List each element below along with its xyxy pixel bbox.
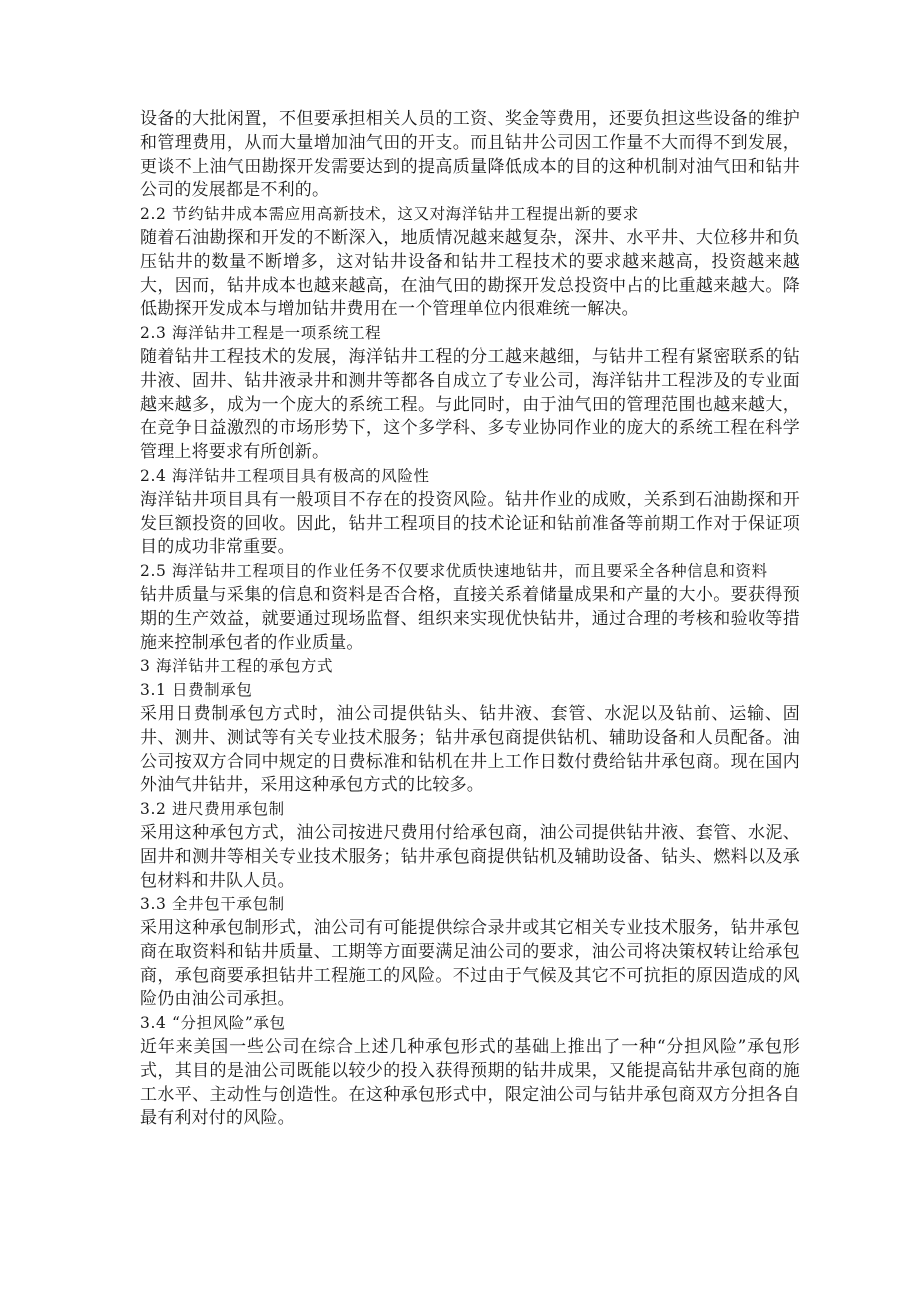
body-paragraph: 近年来美国一些公司在综合上述几种承包形式的基础上推出了一种“分担风险”承包形式，其目的是油公司既能以较少的投入获得预期的钻井成果，又能提高钻井承包商的施工水平、主动性与创造性。在这种承包形式中，限定油公司与钻井承包商双方分担各自最有利对付的风险。 xyxy=(140,1037,800,1129)
body-paragraph: 设备的大批闲置，不但要承担相关人员的工资、奖金等费用，还要负担这些设备的维护和管理费用，从而大量增加油气田的开支。而且钻井公司因工作量不大而得不到发展，更谈不上油气田勘探开发需要达到的提高质量降低成本的目的这种机制对油气田和钻井公司的发展都是不利的。 xyxy=(140,109,800,201)
body-paragraph: 采用日费制承包方式时，油公司提供钻头、钻井液、套管、水泥以及钻前、运输、固井、测井、测试等有关专业技术服务；钻井承包商提供钻机、辅助设备和人员配备。油公司按双方合同中规定的日费标准和钻机在井上工作日数付费给钻井承包商。现在国内外油气井钻井，采用这种承包方式的比较多。 xyxy=(140,703,800,796)
section-heading-2-3: 2.3 海洋钻井工程是一项系统工程 xyxy=(140,324,382,343)
body-paragraph: 采用这种承包方式，油公司按进尺费用付给承包商，油公司提供钻井液、套管、水泥、固井和测井等相关专业技术服务；钻井承包商提供钻机及辅助设备、钻头、燃料以及承包材料和井队人员。 xyxy=(140,822,800,891)
body-paragraph: 海洋钻井项目具有一般项目不存在的投资风险。钻井作业的成败，关系到石油勘探和开发巨额投资的回收。因此，钻井工程项目的技术论证和钻前准备等前期工作对于保证项目的成功非常重要。 xyxy=(140,489,800,558)
section-heading-2-5: 2.5 海洋钻井工程项目的作业任务不仅要求优质快速地钻井，而且要采全各种信息和资料 xyxy=(140,562,768,581)
body-paragraph: 采用这种承包制形式，油公司有可能提供综合录井或其它相关专业技术服务，钻井承包商在取资料和钻井质量、工期等方面要满足油公司的要求，油公司将决策权转让给承包商，承包商要承担钻井工程施工的风险。不过由于气候及其它不可抗拒的原因造成的风险仍由油公司承担。 xyxy=(140,918,800,1010)
section-heading-3: 3 海洋钻井工程的承包方式 xyxy=(140,657,334,676)
section-heading-2-4: 2.4 海洋钻井工程项目具有极高的风险性 xyxy=(140,466,430,485)
section-heading-2-2: 2.2 节约钻井成本需应用高新技术，这又对海洋钻井工程提出新的要求 xyxy=(140,205,639,224)
section-heading-3-3: 3.3 全井包干承包制 xyxy=(140,895,285,914)
section-heading-3-2: 3.2 进尺费用承包制 xyxy=(140,800,285,819)
document-page xyxy=(140,108,800,1131)
body-paragraph: 钻井质量与采集的信息和资料是否合格，直接关系着储量成果和产量的大小。要获得预期的生产效益，就要通过现场监督、组织来实现优快钻井，通过合理的考核和验收等措施来控制承包者的作业质量。 xyxy=(140,584,800,653)
body-paragraph: 随着钻井工程技术的发展，海洋钻井工程的分工越来越细，与钻井工程有紧密联系的钻井液、固井、钻井液录井和测井等都各自成立了专业公司，海洋钻井工程涉及的专业面越来越多，成为一个庞大的系统工程。与此同时，由于油气田的管理范围也越来越大，在竞争日益激烈的市场形势下，这个多学科、多专业协同作业的庞大的系统工程在科学管理上将要求有所创新。 xyxy=(140,346,800,463)
body-paragraph: 随着石油勘探和开发的不断深入，地质情况越来越复杂，深井、水平井、大位移井和负压钻井的数量不断增多，这对钻井设备和钻井工程技术的要求越来越高，投资越来越大，因而，钻井成本也越来越高，在油气田的勘探开发总投资中占的比重越来越大。降低勘探开发成本与增加钻井费用在一个管理单位内很难统一解决。 xyxy=(140,227,800,320)
section-heading-3-4: 3.4 “分担风险”承包 xyxy=(140,1014,286,1033)
section-heading-3-1: 3.1 日费制承包 xyxy=(140,681,253,700)
